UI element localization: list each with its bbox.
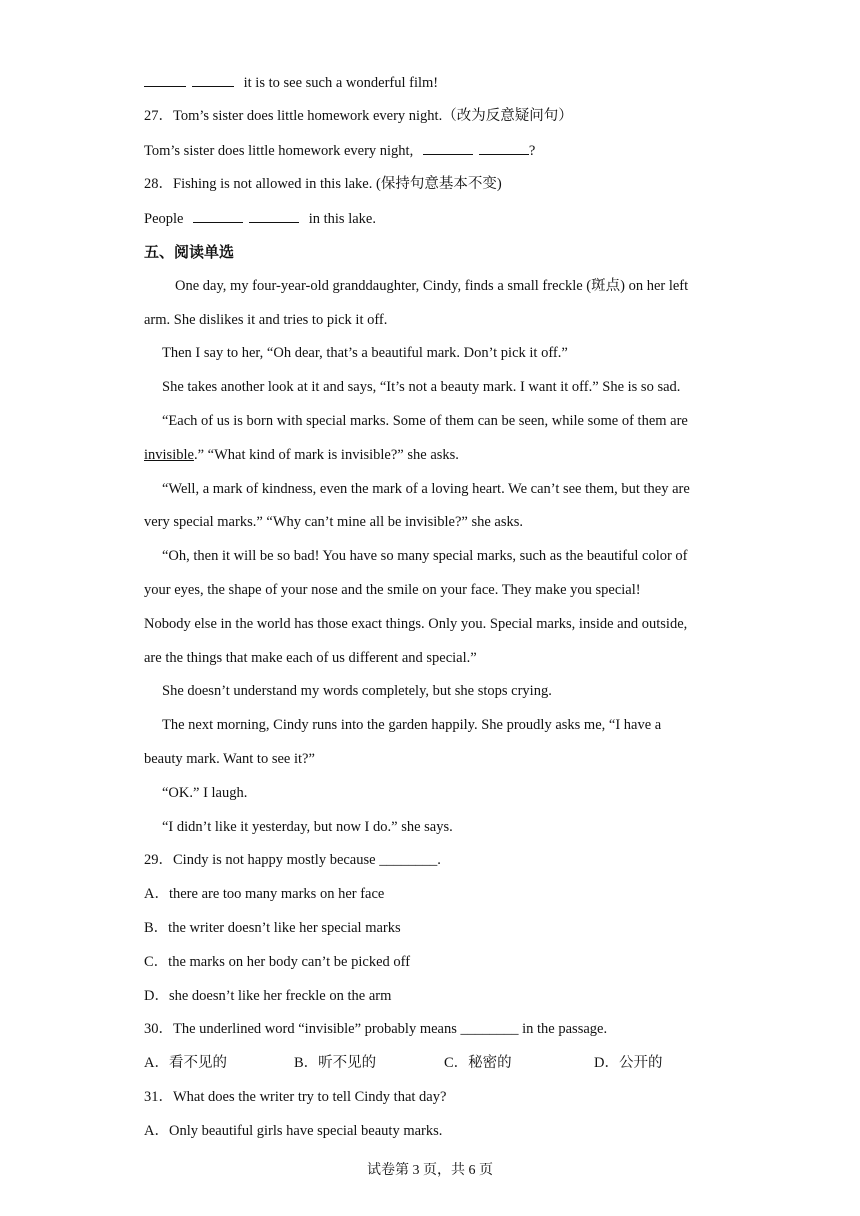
question-number: 28． [144,176,173,192]
option-b[interactable]: B．the writer doesn’t like her special marks [144,920,401,936]
passage-line: arm. She dislikes it and tries to pick it off. [144,312,388,328]
question-number: 27． [144,108,173,124]
option-a[interactable]: A．看不见的 [144,1055,227,1071]
answer-suffix: ? [528,143,536,159]
passage-line: Nobody else in the world has those exact things. Only you. Special marks, inside and outside, [144,616,688,632]
question-27 [144,106,573,126]
passage-line: She doesn’t understand my words completely, but she stops crying. [162,683,552,699]
option-d[interactable]: D．she doesn’t like her freckle on the arm [144,988,392,1004]
answer-blank[interactable] [249,208,299,223]
passage-line: Then I say to her, “Oh dear, that’s a beautiful mark. Don’t pick it off.” [162,345,568,361]
option-a[interactable]: A．Only beautiful girls have special beauty marks. [144,1123,443,1139]
answer-blank[interactable] [144,72,186,87]
underlined-word: invisible [144,447,194,463]
option-c[interactable]: C．秘密的 [444,1055,512,1071]
passage-line: very special marks.” “Why can’t mine all be invisible?” she asks. [144,514,524,530]
question-26-answer-line [144,72,438,93]
question-29-stem: 29．Cindy is not happy mostly because ________. [144,852,441,868]
passage-text: .” “What kind of mark is invisible?” she asks. [193,447,459,463]
passage-line [144,445,459,465]
question-26-tail: it is to see such a wonderful film! [243,75,439,91]
question-28 [144,174,502,194]
passage-line: “OK.” I laugh. [162,785,248,801]
question-instruction: （改为反意疑问句） [442,108,573,124]
passage-line: “Each of us is born with special marks. Some of them can be seen, while some of them are [162,413,688,429]
question-instruction: (保持句意基本不变) [376,176,502,192]
passage-line: The next morning, Cindy runs into the garden happily. She proudly asks me, “I have a [162,717,662,733]
answer-prefix: Tom’s sister does little homework every night, [144,143,414,159]
option-b[interactable]: B．听不见的 [294,1055,377,1071]
section-title: 五、阅读单选 [144,243,235,261]
answer-blank[interactable] [423,140,473,155]
passage-line: One day, my four-year-old granddaughter, Cindy, finds a small freckle (斑点) on her left [175,278,689,294]
answer-blank[interactable] [192,72,234,87]
option-c[interactable]: C．the marks on her body can’t be picked off [144,954,411,970]
answer-blank[interactable] [479,140,529,155]
question-28-answer-line [144,208,376,229]
option-d[interactable]: D．公开的 [594,1055,663,1071]
answer-prefix: People [144,211,184,227]
answer-suffix: in this lake. [308,211,376,227]
question-text: Tom’s sister does little homework every night. [173,108,443,124]
question-27-answer-line [144,140,535,161]
passage-line: “Well, a mark of kindness, even the mark of a loving heart. We can’t see them, but they are [162,481,690,497]
question-31-stem: 31．What does the writer try to tell Cindy that day? [144,1089,447,1105]
passage-line: “Oh, then it will be so bad! You have so many special marks, such as the beautiful color of [162,548,688,564]
page-footer: 试卷第 3 页，共 6 页 [367,1163,493,1178]
passage-line: are the things that make each of us different and special.” [144,650,477,666]
passage-line: She takes another look at it and says, “It’s not a beauty mark. I want it off.” She is so sad. [162,379,681,395]
passage-line: “I didn’t like it yesterday, but now I do.” she says. [162,819,453,835]
answer-blank[interactable] [193,208,243,223]
option-a[interactable]: A．there are too many marks on her face [144,886,385,902]
passage-line: beauty mark. Want to see it?” [144,751,315,767]
question-30-stem: 30．The underlined word “invisible” probably means ________ in the passage. [144,1021,608,1037]
passage-line: your eyes, the shape of your nose and the smile on your face. They make you special! [144,582,641,598]
question-text: Fishing is not allowed in this lake. [173,176,373,192]
